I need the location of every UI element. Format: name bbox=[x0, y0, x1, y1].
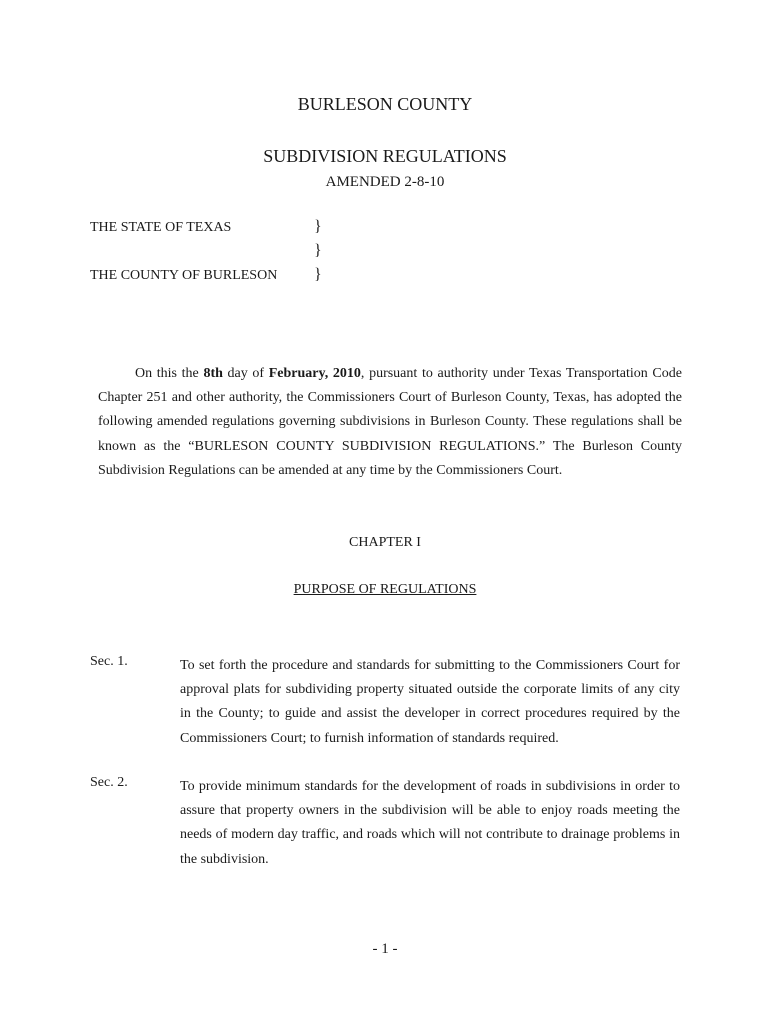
preamble-date: February, 2010 bbox=[268, 366, 361, 381]
amended-date: AMENDED 2-8-10 bbox=[325, 174, 445, 190]
caption-brace: } bbox=[314, 218, 322, 235]
chapter-heading: CHAPTER I bbox=[349, 535, 421, 550]
chapter-subheading: PURPOSE OF REGULATIONS bbox=[293, 582, 477, 597]
section-label: Sec. 2. bbox=[90, 775, 128, 790]
caption-county: THE COUNTY OF BURLESON bbox=[90, 268, 278, 283]
county-heading: BURLESON COUNTY bbox=[297, 94, 473, 114]
section-text: To provide minimum standards for the development of roads in subdivisions in order to assure that property owners in the subdivision will be able to enjoy roads meeting the needs of modern day traffic, and roads which will not contribute to drainage problems in the subdivision. bbox=[180, 779, 680, 867]
section-text: To set forth the procedure and standards for submitting to the Commissioners Court for approval plats for subdividing property situated outside the corporate limits of any city in the County; to guide and assist the developer in correct procedures required by the Commissioners Court; to furnish information of standards required. bbox=[180, 658, 680, 746]
preamble-text: day of bbox=[222, 366, 269, 381]
page-number: - 1 - bbox=[372, 941, 398, 957]
section-label: Sec. 1. bbox=[90, 654, 128, 669]
preamble-text: , pursuant to authority under Texas Transportation Code Chapter 251 and other authority, the Commissioners Court of Burleson County, Texas, has adopted the following amended regulations governing subdivisions in Burleson County. These regulations shall be known as the “BURLESON COUNTY SUBDIVISION REGULATIONS.” The Burleson County Subdivision Regulations can be amended at any time by the Commissioners Court. bbox=[98, 366, 682, 478]
caption-state: THE STATE OF TEXAS bbox=[90, 220, 232, 235]
preamble-paragraph bbox=[98, 362, 682, 483]
preamble-day: 8th bbox=[203, 366, 223, 381]
caption-brace: } bbox=[314, 266, 322, 283]
preamble-text: On this the bbox=[135, 366, 204, 381]
document-title: SUBDIVISION REGULATIONS bbox=[263, 146, 507, 166]
caption-brace: } bbox=[314, 242, 322, 259]
